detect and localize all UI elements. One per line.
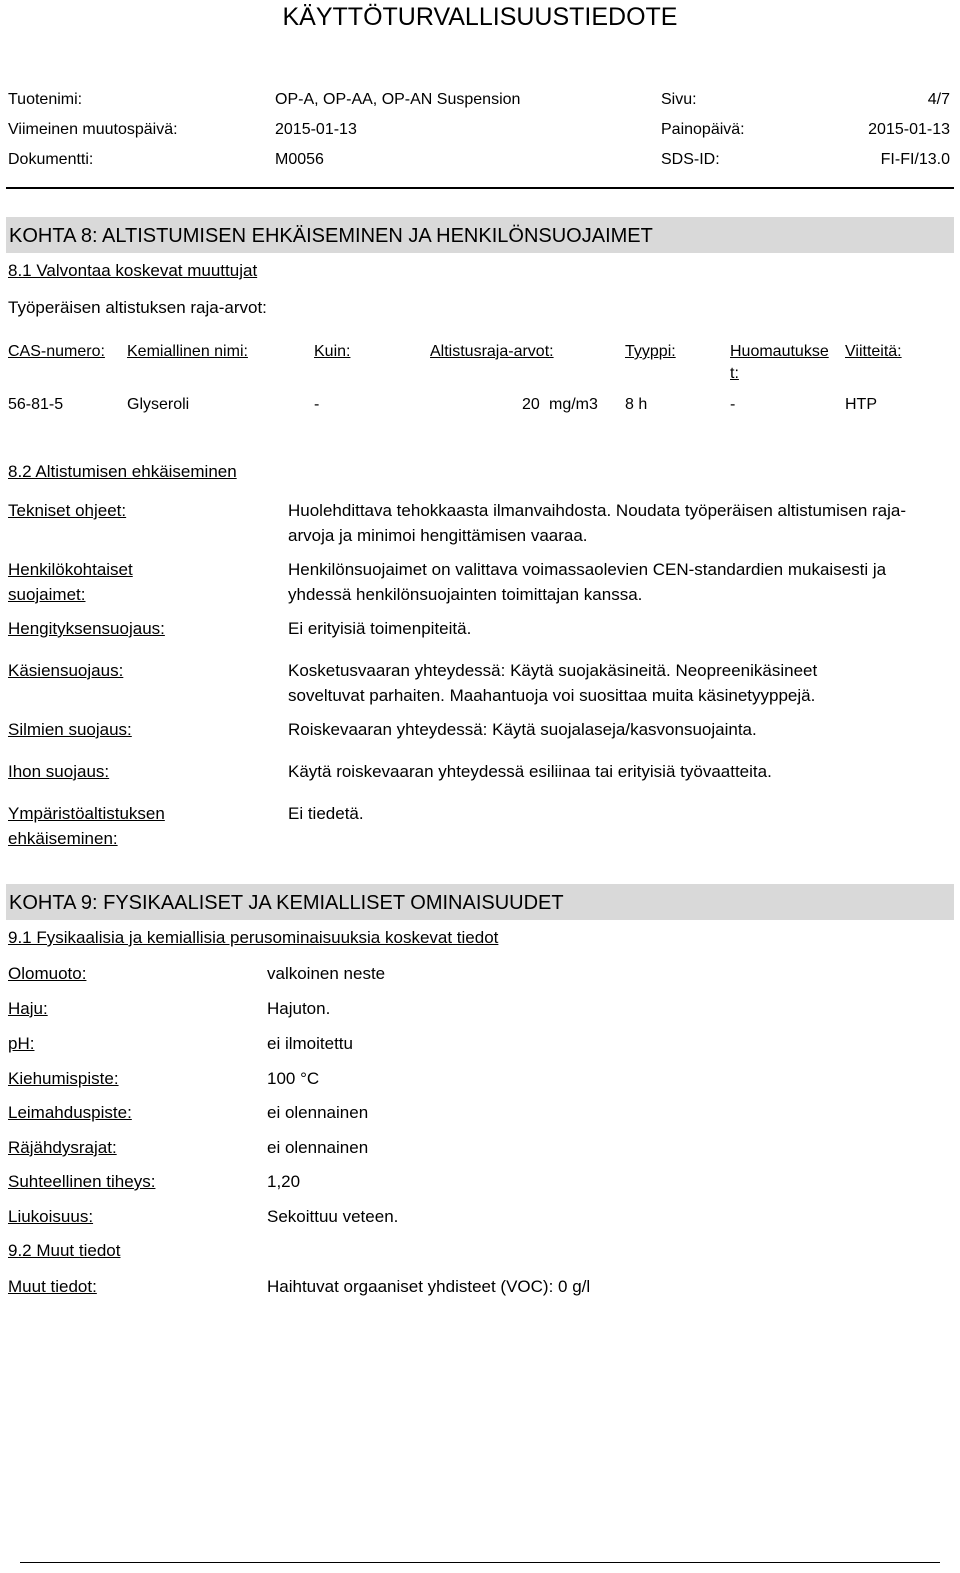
cell-name: Glyseroli [127,396,190,413]
section-8-title: KOHTA 8: ALTISTUMISEN EHKÄISEMINEN JA HENKILÖNSUOJAIMET [9,225,653,247]
property-value: ei olennainen [267,1103,369,1122]
cell-cas: 56-81-5 [8,396,64,413]
other-info-label: Muut tiedot: [8,1277,97,1296]
control-label-environment: Ympäristöaltistuksen ehkäiseminen: [8,804,165,848]
print-date-label: Painopäivä: [661,121,745,138]
section-9-heading [6,884,954,920]
document-label: Dokumentti: [8,151,94,168]
sds-id-label: SDS-ID: [661,151,720,168]
control-text-eye: Roiskevaaran yhteydessä: Käytä suojalaseja/kasvonsuojainta. [288,720,757,739]
section-9-title: KOHTA 9: FYSIKAALISET JA KEMIALLISET OMINAISUUDET [9,892,564,914]
document-title: KÄYTTÖTURVALLISUUSTIEDOTE [282,3,678,31]
property-label: Suhteellinen tiheys: [8,1172,156,1191]
cell-form: - [314,396,320,413]
revision-date-value: 2015-01-13 [275,121,357,138]
col-header-form: Kuin: [314,343,351,360]
col-header-notes-line2: t: [730,365,739,382]
sds-id-value: FI-FI/13.0 [880,151,950,168]
control-text-technical: Huolehdittava tehokkaasta ilmanvaihdosta. Noudata työperäisen altistumisen raja-arvoja ja minimoi hengittämisen vaaraa. [288,501,907,545]
product-name-value: OP-A, OP-AA, OP-AN Suspension [275,91,521,108]
property-label: Liukoisuus: [8,1207,94,1226]
property-value: Hajuton. [267,999,331,1018]
other-info-value: Haihtuvat orgaaniset yhdisteet (VOC): 0 g/l [267,1277,591,1296]
property-label: Räjähdysrajat: [8,1138,117,1157]
property-label: pH: [8,1034,35,1053]
cell-notes: - [730,396,736,413]
property-value: ei olennainen [267,1138,369,1157]
exposure-limits-intro: Työperäisen altistuksen raja-arvot: [8,298,267,317]
subsection-9-2-title: 9.2 Muut tiedot [8,1241,121,1260]
control-label-hand: Käsiensuojaus: [8,661,124,680]
property-label: Kiehumispiste: [8,1069,119,1088]
subsection-8-2-title: 8.2 Altistumisen ehkäiseminen [8,462,237,481]
page-number: 4/7 [927,91,950,108]
property-value: valkoinen neste [267,964,386,983]
col-header-name: Kemiallinen nimi: [127,343,248,360]
col-header-notes-line1: Huomautukse [730,343,829,360]
product-name-label: Tuotenimi: [8,91,83,108]
property-value: Sekoittuu veteen. [267,1207,399,1226]
print-date-value: 2015-01-13 [868,121,950,138]
property-value: 100 °C [267,1069,320,1088]
control-text-environment: Ei tiedetä. [288,804,364,823]
footer-divider [20,1562,940,1563]
revision-date-label: Viimeinen muutospäivä: [8,121,178,138]
subsection-9-1-title: 9.1 Fysikaalisia ja kemiallisia perusominaisuuksia koskevat tiedot [8,928,499,947]
property-value: ei ilmoitettu [267,1034,353,1053]
control-text-personal: Henkilönsuojaimet on valittava voimassaolevien CEN-standardien mukaisesti ja yhdessä henkilönsuojainten toimittajan kanssa. [288,560,887,604]
property-label: Leimahduspiste: [8,1103,132,1122]
cell-type: 8 h [625,396,648,413]
section-8-heading [6,217,954,253]
header-divider [6,187,954,189]
control-text-hand: Kosketusvaaran yhteydessä: Käytä suojakäsineitä. Neopreenikäsineet soveltuvat parhaiten. Maahantuoja voi suosittaa muita käsinetyyppejä. [288,661,818,705]
property-value: 1,20 [267,1172,301,1191]
control-text-respiratory: Ei erityisiä toimenpiteitä. [288,619,472,638]
col-header-cas: CAS-numero: [8,343,105,360]
subsection-8-1-title: 8.1 Valvontaa koskevat muuttujat [8,261,258,280]
control-label-personal: Henkilökohtaiset suojaimet: [8,560,133,604]
page-label: Sivu: [661,91,697,108]
col-header-limits: Altistusraja-arvot: [430,343,554,360]
control-text-skin: Käytä roiskevaaran yhteydessä esiliinaa tai erityisiä työvaatteita. [288,762,772,781]
control-label-eye: Silmien suojaus: [8,720,132,739]
col-header-type: Tyyppi: [625,343,676,360]
property-label: Olomuoto: [8,964,87,983]
col-header-refs: Viitteitä: [845,343,902,360]
control-label-technical: Tekniset ohjeet: [8,501,127,520]
control-label-respiratory: Hengityksensuojaus: [8,619,165,638]
document-value: M0056 [275,151,324,168]
cell-refs: HTP [845,396,877,413]
control-label-skin: Ihon suojaus: [8,762,110,781]
property-label: Haju: [8,999,48,1018]
cell-limit-unit: mg/m3 [549,396,598,413]
cell-limit-value: 20 [522,396,540,413]
